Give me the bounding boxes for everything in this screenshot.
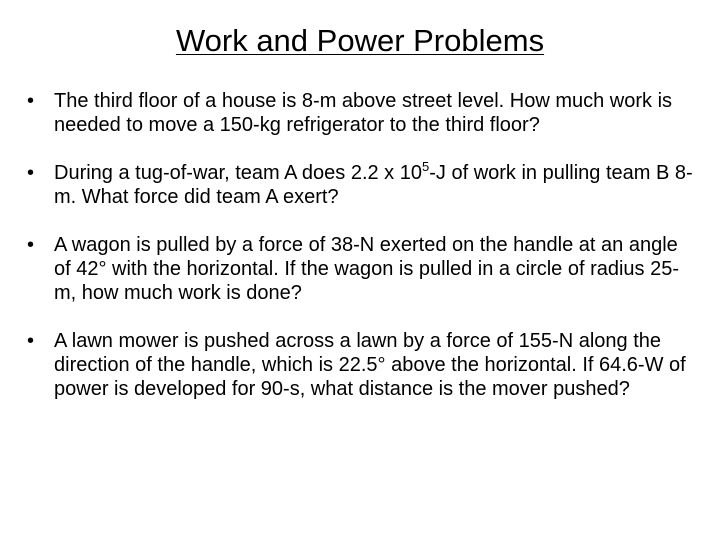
problem-text: The third floor of a house is 8-m above street level. How much work is needed to move a 150-kg refrigerator to the third floor?	[54, 90, 673, 136]
problem-text-part-1: During a tug-of-war, team A does 2.2 x 10	[54, 162, 422, 184]
slide-title: Work and Power Problems	[175, 23, 545, 58]
bullet-icon: •	[27, 234, 35, 256]
bullet-icon: •	[27, 90, 35, 112]
problem-item-4	[24, 329, 694, 401]
problem-list	[24, 89, 694, 401]
bullet-icon: •	[27, 162, 35, 184]
problem-item-1	[24, 89, 694, 137]
problem-text: A lawn mower is pushed across a lawn by a force of 155-N along the direction of the handle, which is 22.5° above the horizontal. If 64.6-W of power is developed for 90-s, what distance is the mover pushed?	[54, 330, 686, 400]
exponent-superscript: 5	[422, 159, 430, 174]
problem-item-3	[24, 233, 694, 305]
problem-item-2	[24, 161, 694, 209]
problem-text: A wagon is pulled by a force of 38-N exerted on the handle at an angle of 42° with the horizontal. If the wagon is pulled in a circle of radius 25-m, how much work is done?	[54, 234, 680, 304]
problem-text-part-2: -J of work in pulling team B 8-m. What force did team A exert?	[54, 162, 693, 208]
bullet-icon: •	[27, 330, 35, 352]
